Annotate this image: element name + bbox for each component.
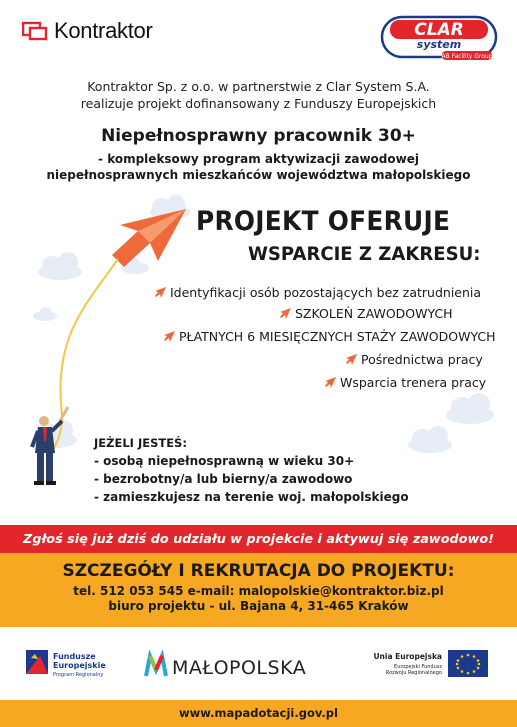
offer-item <box>325 375 486 390</box>
offer-item-text: Wsparcia trenera pracy <box>340 375 487 390</box>
condition-item: - zamieszkujesz na terenie woj. małopolskiego <box>94 490 409 504</box>
intro-line-2: realizuje projekt dofinansowany z Funduszy Europejskich <box>80 96 437 111</box>
arrow-bullet-icon <box>155 287 166 298</box>
kontraktor-logo-text: Kontraktor <box>54 18 153 43</box>
offer-item <box>346 352 483 367</box>
conditions-block <box>94 434 409 506</box>
project-subtitle-line-2: niepełnosprawnych mieszkańców województwa małopolskiego <box>46 168 471 182</box>
fundusze-europejskie-logo <box>26 650 106 678</box>
offer-item-text: SZKOLEŃ ZAWODOWYCH <box>295 306 453 321</box>
offer-heading: PROJEKT OFERUJE <box>196 206 451 237</box>
intro-line-1: Kontraktor Sp. z o.o. w partnerstwie z Clar System S.A. <box>87 79 430 94</box>
contact-heading: SZCZEGÓŁY I REKRUTACJA DO PROJEKTU: <box>62 561 455 581</box>
project-title: Niepełnosprawny pracownik 30+ <box>101 126 416 146</box>
contact-phone-email: tel. 512 053 545 e-mail: malopolskie@kontraktor.biz.pl <box>73 584 444 598</box>
arrow-bullet-icon <box>164 331 175 342</box>
offer-item-text: Pośrednictwa pracy <box>361 352 483 367</box>
unia-europejska-logo <box>373 650 488 677</box>
conditions-heading: JEŻELI JESTEŚ: <box>94 436 187 450</box>
offer-subheading: WSPARCIE Z ZAKRESU: <box>248 243 481 265</box>
ue-line-2: Europejski Fundusz <box>394 664 442 670</box>
cta-banner: Zgłoś się już dziś do udziału w projekcie i aktywuj się zawodowo! <box>0 525 517 553</box>
ue-line-3: Rozwoju Regionalnego <box>385 670 442 676</box>
arrow-bullet-icon <box>325 377 336 388</box>
fe-line-2: Europejskie <box>53 661 106 670</box>
offer-item-text: PŁATNYCH 6 MIESIĘCZNYCH STAŻY ZAWODOWYCH <box>179 329 496 344</box>
intro-text <box>0 78 517 112</box>
offer-item-text: Identyfikacji osób pozostających bez zatrudnienia <box>170 285 482 300</box>
kontraktor-logo-icon <box>22 20 48 42</box>
kontraktor-logo <box>22 18 153 44</box>
offer-item <box>164 329 496 344</box>
clar-logo-tag: AB Facility Group <box>441 53 493 60</box>
condition-item: - osobą niepełnosprawną w wieku 30+ <box>94 454 355 468</box>
arrow-bullet-icon <box>280 308 291 319</box>
website-link[interactable]: www.mapadotacji.gov.pl <box>0 700 517 727</box>
fe-line-1: Fundusze <box>53 652 96 661</box>
project-subtitle <box>0 151 517 183</box>
project-subtitle-line-1: - kompleksowy program aktywizacji zawodowej <box>98 152 419 166</box>
condition-item: - bezrobotny/a lub bierny/a zawodowo <box>94 472 353 486</box>
clar-system-logo <box>380 14 498 62</box>
footer-logos <box>0 640 517 690</box>
contact-address: biuro projektu - ul. Bajana 4, 31-465 Kraków <box>108 599 409 613</box>
malopolska-logo <box>146 656 306 679</box>
clar-logo-top: CLAR <box>414 20 464 40</box>
offer-item <box>155 285 481 300</box>
clar-logo-bottom: system <box>416 38 462 51</box>
arrow-bullet-icon <box>346 354 357 365</box>
malopolska-text: MAŁOPOLSKA <box>172 657 307 679</box>
offer-item <box>280 306 453 321</box>
fe-line-3: Program Regionalny <box>53 672 104 678</box>
businessman-icon <box>32 407 68 485</box>
contact-section <box>0 553 517 627</box>
ue-line-1: Unia Europejska <box>373 652 442 661</box>
